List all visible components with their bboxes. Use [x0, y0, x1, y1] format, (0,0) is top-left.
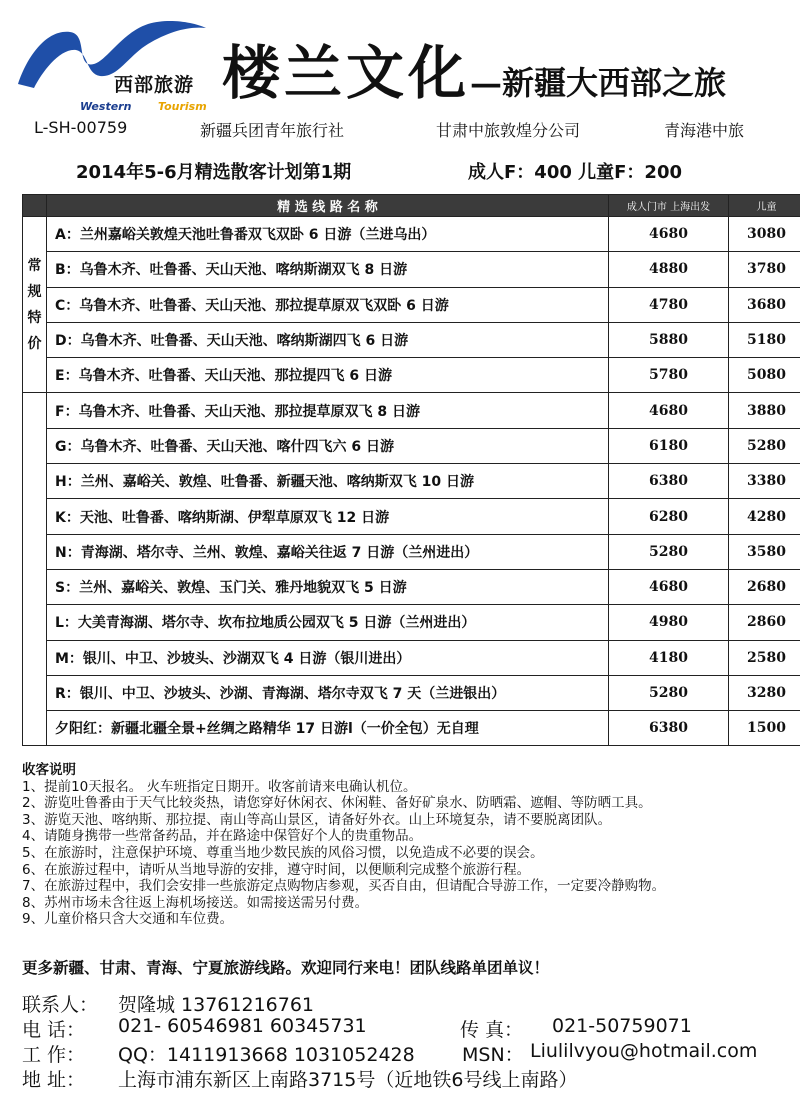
child-price: 5280	[729, 428, 800, 463]
adult-price: 5880	[609, 322, 729, 357]
route-name: L：大美青海湖、塔尔寺、坎布拉地质公园双飞 5 日游（兰州进出）	[47, 605, 609, 640]
route-price-table	[22, 194, 800, 746]
notes-title: 收客说明	[22, 762, 76, 778]
table-row	[23, 534, 800, 569]
adult-price: 4180	[609, 640, 729, 675]
table-row	[23, 569, 800, 604]
work-label: 工 作：	[22, 1044, 86, 1066]
route-name: E：乌鲁木齐、吐鲁番、天山天池、那拉提四飞 6 日游	[47, 358, 609, 393]
header-route: 精 选 线 路 名 称	[47, 195, 609, 217]
logo-chinese-text: 西部旅游	[114, 74, 195, 96]
child-price: 3580	[729, 534, 800, 569]
child-price: 2580	[729, 640, 800, 675]
notes-section	[22, 762, 782, 928]
adult-price: 4680	[609, 569, 729, 604]
category-label: 常 规 特 价	[23, 217, 47, 393]
note-item: 6、在旅游过程中，请听从当地导游的安排，遵守时间，以便顺利完成整个旅游行程。	[22, 861, 531, 878]
adult-price: 6280	[609, 499, 729, 534]
contact-person-label: 联系人：	[22, 994, 99, 1016]
table-row	[23, 464, 800, 499]
child-price: 3880	[729, 393, 800, 428]
plan-row	[0, 158, 800, 186]
child-price: 3080	[729, 217, 800, 252]
table-row	[23, 711, 800, 746]
adult-price: 6380	[609, 464, 729, 499]
route-name: N：青海湖、塔尔寺、兰州、敦煌、嘉峪关往返 7 日游（兰州进出）	[47, 534, 609, 569]
table-row	[23, 393, 800, 428]
table-row	[23, 640, 800, 675]
adult-price: 4680	[609, 217, 729, 252]
logo-western-text: Western	[80, 100, 132, 113]
adult-price: 6380	[609, 711, 729, 746]
msn-label: MSN：	[462, 1044, 524, 1066]
header	[0, 0, 800, 112]
child-price: 2860	[729, 605, 800, 640]
note-item: 4、请随身携带一些常备药品，并在路途中保管好个人的贵重物品。	[22, 828, 423, 845]
note-item: 9、儿童价格只含大交通和车位费。	[22, 911, 234, 928]
agency-row	[0, 118, 800, 144]
western-tourism-logo	[8, 14, 208, 113]
route-name: D：乌鲁木齐、吐鲁番、天山天池、喀纳斯湖四飞 6 日游	[47, 322, 609, 357]
header-adult-price: 成人门市 上海出发	[609, 195, 729, 217]
adult-price: 5780	[609, 358, 729, 393]
route-name: B：乌鲁木齐、吐鲁番、天山天池、喀纳斯湖双飞 8 日游	[47, 252, 609, 287]
brand-subtitle: —新疆大西部之旅	[470, 64, 727, 102]
fax-number: 021-50759071	[552, 1015, 692, 1037]
table-row	[23, 217, 800, 252]
license-number: L-SH-00759	[34, 118, 128, 137]
route-name: G：乌鲁木齐、吐鲁番、天山天池、喀什四飞六 6 日游	[47, 428, 609, 463]
contact-section	[22, 990, 792, 1090]
msn-email: Liulilvyou@hotmail.com	[530, 1040, 758, 1062]
route-name: M：银川、中卫、沙坡头、沙湖双飞 4 日游（银川进出）	[47, 640, 609, 675]
route-name: A：兰州嘉峪关敦煌天池吐鲁番双飞双卧 6 日游（兰进乌出）	[47, 217, 609, 252]
plan-title: 2014年5-6月精选散客计划第1期	[76, 162, 352, 183]
header-child-price: 儿童	[729, 195, 800, 217]
table-row	[23, 322, 800, 357]
agency-name: 甘肃中旅敦煌分公司	[436, 121, 581, 140]
child-price: 4280	[729, 499, 800, 534]
child-price: 5080	[729, 358, 800, 393]
adult-price: 4780	[609, 287, 729, 322]
table-row	[23, 499, 800, 534]
promo-text: 更多新疆、甘肃、青海、宁夏旅游线路。欢迎同行来电！团队线路单团单议！	[22, 958, 550, 977]
table-row	[23, 287, 800, 322]
agency-name: 青海港中旅	[664, 121, 745, 140]
table-row	[23, 358, 800, 393]
note-item: 5、在旅游时，注意保护环境、尊重当地少数民族的风俗习惯，以免造成不必要的误会。	[22, 844, 544, 861]
address: 上海市浦东新区上南路3715号（近地铁6号线上南路）	[118, 1069, 578, 1091]
table-header-row	[23, 195, 800, 217]
note-item: 1、提前10天报名。 火车班指定日期开。收客前请来电确认机位。	[22, 778, 417, 795]
child-price: 3780	[729, 252, 800, 287]
agency-name: 新疆兵团青年旅行社	[200, 121, 345, 140]
adult-price: 6180	[609, 428, 729, 463]
route-name: R：银川、中卫、沙坡头、沙湖、青海湖、塔尔寺双飞 7 天（兰进银出）	[47, 675, 609, 710]
table-row	[23, 252, 800, 287]
note-item: 7、在旅游过程中，我们会安排一些旅游定点购物店参观，买否自由，但请配合导游工作，一定要冷静购物。	[22, 878, 666, 895]
adult-price: 4680	[609, 393, 729, 428]
route-name: C：乌鲁木齐、吐鲁番、天山天池、那拉提草原双飞双卧 6 日游	[47, 287, 609, 322]
note-item: 2、游览吐鲁番由于天气比较炎热，请您穿好休闲衣、休闲鞋、备好矿泉水、防晒霜、遮帽、等防晒工具。	[22, 795, 652, 812]
child-price: 2680	[729, 569, 800, 604]
child-price: 5180	[729, 322, 800, 357]
table-row	[23, 605, 800, 640]
adult-price: 4980	[609, 605, 729, 640]
child-price: 3380	[729, 464, 800, 499]
child-price: 1500	[729, 711, 800, 746]
fax-label: 传 真：	[460, 1019, 524, 1041]
route-name: H：兰州、嘉峪关、敦煌、吐鲁番、新疆天池、喀纳斯双飞 10 日游	[47, 464, 609, 499]
child-price: 3680	[729, 287, 800, 322]
contact-person: 贺隆城 13761216761	[118, 994, 315, 1016]
adult-price: 4880	[609, 252, 729, 287]
adult-price: 5280	[609, 675, 729, 710]
category-blank	[23, 393, 47, 746]
adult-price: 5280	[609, 534, 729, 569]
table-row	[23, 675, 800, 710]
plan-price-note: 成人F：400 儿童F：200	[468, 162, 683, 183]
logo-tourism-text: Tourism	[158, 100, 207, 113]
note-item: 3、游览天池、喀纳斯、那拉提、南山等高山景区，请备好外衣。山上环境复杂，请不要脱离团队。	[22, 811, 612, 828]
route-name: F：乌鲁木齐、吐鲁番、天山天池、那拉提草原双飞 8 日游	[47, 393, 609, 428]
route-name: 夕阳红：新疆北疆全景+丝绸之路精华 17 日游l（一价全包）无自理	[47, 711, 609, 746]
child-price: 3280	[729, 675, 800, 710]
address-label: 地 址：	[22, 1069, 86, 1091]
table-row	[23, 428, 800, 463]
route-name: S：兰州、嘉峪关、敦煌、玉门关、雅丹地貌双飞 5 日游	[47, 569, 609, 604]
note-item: 8、苏州市场未含往返上海机场接送。如需接送需另付费。	[22, 894, 369, 911]
header-blank	[23, 195, 47, 217]
phone-numbers: 021- 60546981 60345731	[118, 1015, 367, 1037]
route-name: K：天池、吐鲁番、喀纳斯湖、伊犁草原双飞 12 日游	[47, 499, 609, 534]
qq-numbers: QQ：1411913668 1031052428	[118, 1044, 415, 1066]
brand-title: 楼兰文化	[222, 39, 471, 107]
phone-label: 电 话：	[22, 1019, 86, 1041]
